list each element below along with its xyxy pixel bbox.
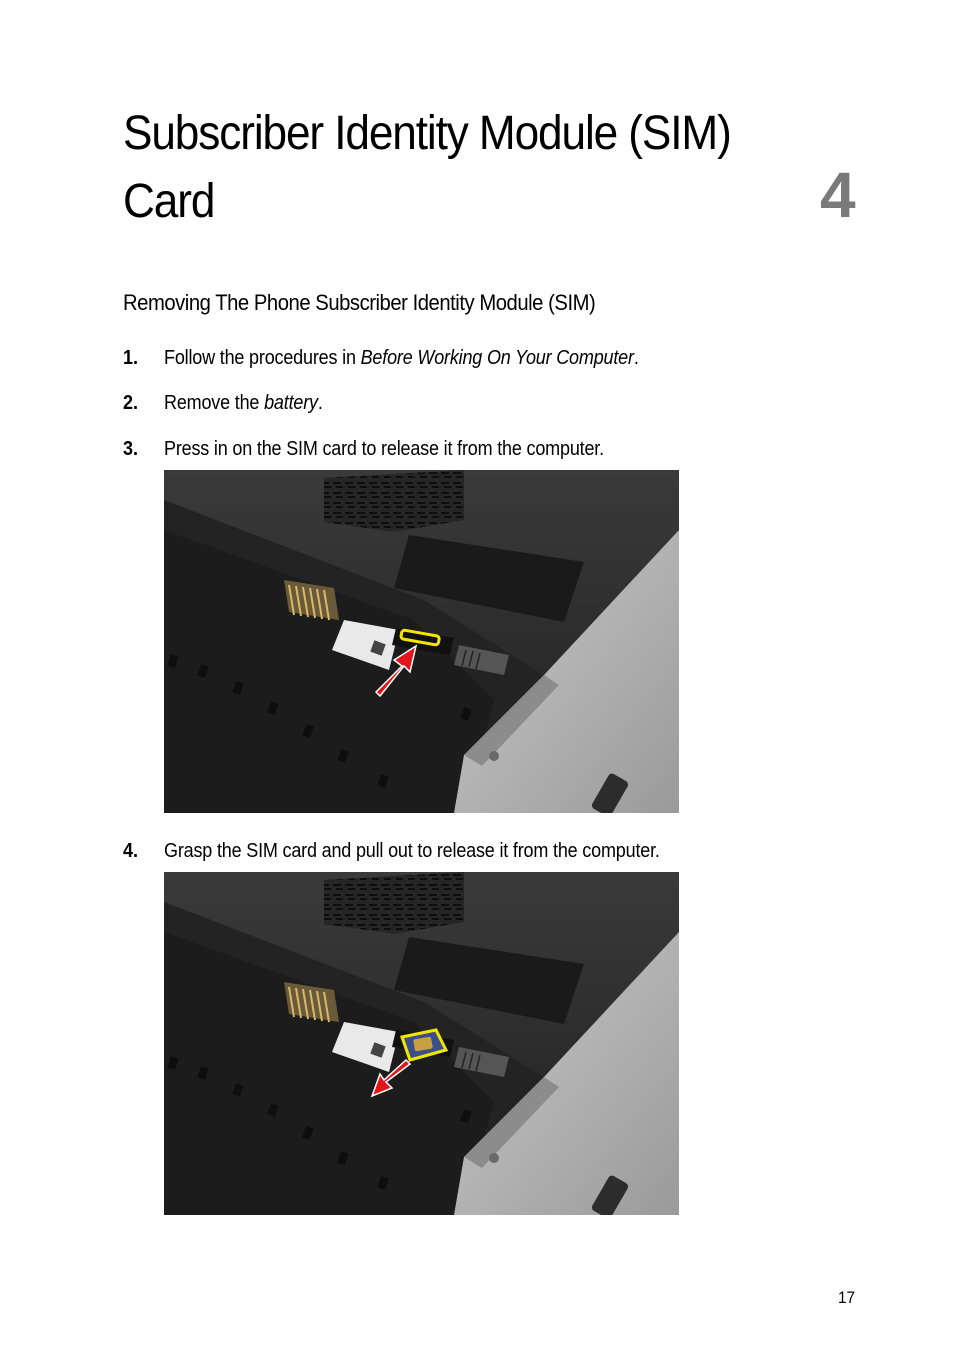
step-text: Follow the procedures in Before Working On Your Computer.: [164, 347, 639, 369]
step-number: 3.: [123, 438, 139, 460]
chapter-title: [123, 100, 731, 236]
step-text: Press in on the SIM card to release it from the computer.: [164, 438, 604, 460]
figure-sim-push-in: [164, 470, 679, 813]
step-text: Remove the battery.: [164, 392, 323, 414]
page-number: 17: [838, 1288, 856, 1307]
step-number: 1.: [123, 347, 139, 369]
step-number: 4.: [123, 840, 139, 862]
cross-reference-link[interactable]: Before Working On Your Computer: [360, 347, 634, 369]
chapter-title-line1: Subscriber Identity Module (SIM): [123, 107, 731, 160]
chapter-title-line2: Card: [123, 175, 215, 228]
cross-reference-link[interactable]: battery: [264, 392, 318, 414]
step-number: 2.: [123, 392, 139, 414]
section-heading: Removing The Phone Subscriber Identity Module (SIM): [123, 290, 596, 315]
figure-sim-pull-out: [164, 872, 679, 1215]
chapter-number: 4: [820, 159, 856, 231]
step-text: Grasp the SIM card and pull out to release it from the computer.: [164, 840, 660, 862]
